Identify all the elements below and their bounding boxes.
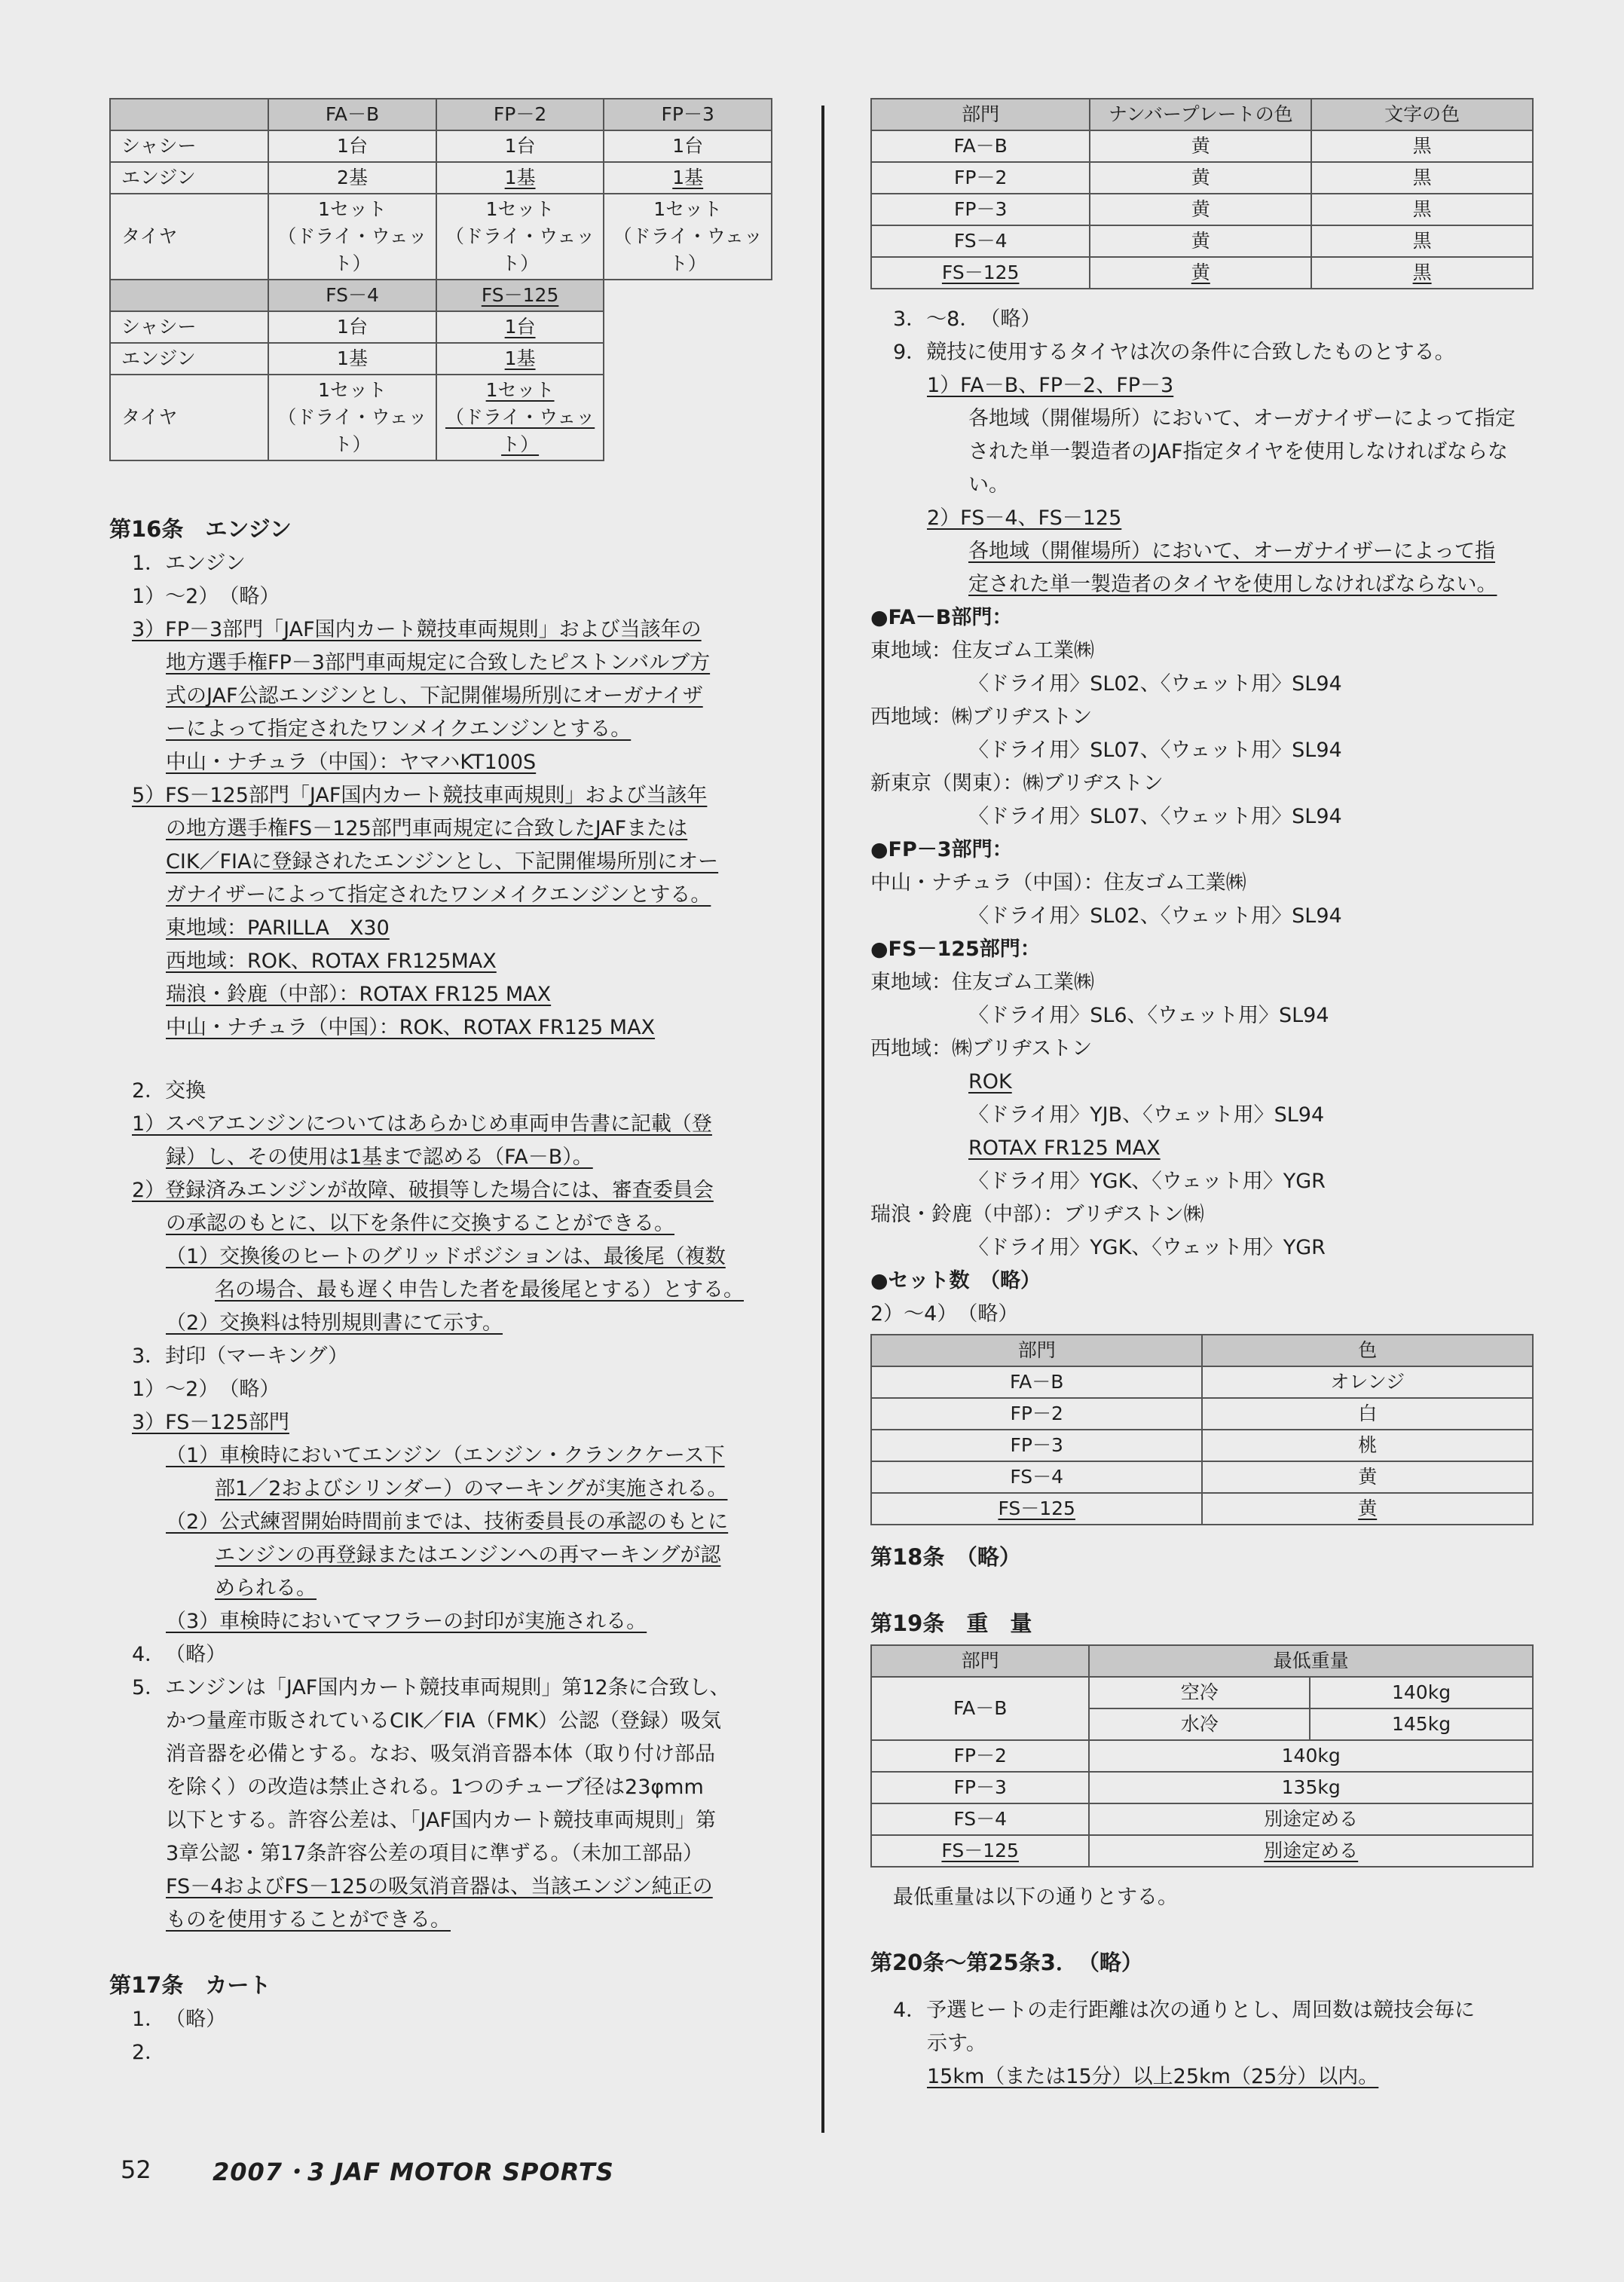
table-cell: FS－125 [871,257,1090,289]
table-cell: タイヤ [110,194,268,280]
page-number: 52 [121,2155,151,2184]
text-line: 15km（または15分）以上25km（25分）以内。 [927,2065,1379,2088]
text-line: 〈ドライ用〉SL6、〈ウェット用〉SL94 [968,1004,1329,1027]
table-cell: 黒 [1311,225,1533,257]
text-line: 〈ドライ用〉YGK、〈ウェット用〉YGR [968,1236,1326,1259]
text-line: 1）FA－B、FP－2、FP－3 [927,374,1174,397]
text-line: 〈ドライ用〉SL07、〈ウェット用〉SL94 [968,805,1342,828]
text-line: （1）交換後のヒートのグリッドポジションは、最後尾（複数 [166,1245,726,1268]
table-cell: 黄 [1090,257,1311,289]
table-cell: 黒 [1311,257,1533,289]
table-cell: 黄 [1090,225,1311,257]
text-line: 消音器を必備とする。なお、吸気消音器本体（取り付け部品 [166,1742,715,1766]
text-line: められる。 [215,1577,317,1600]
table-cell: 1セット （ドライ・ウェット） [268,375,436,460]
table-cell: FA－B [871,1677,1089,1740]
table-cell: 1セット （ドライ・ウェット） [604,194,772,280]
text-line: 3．封印（マーキング） [132,1344,349,1368]
text-line: 各地域（開催場所）において、オーガナイザーによって指定 [968,407,1516,430]
table-cell: 1基 [268,343,436,375]
text-line: 2）登録済みエンジンが故障、破損等した場合には、審査委員会 [132,1179,714,1202]
text-line: 瑞浪・鈴鹿（中部）：ROTAX FR125 MAX [166,983,552,1006]
table-cell: 空冷 [1089,1677,1310,1708]
text-line: 1）スペアエンジンについてはあらかじめ車両申告書に記載（登 [132,1112,712,1136]
table-cell: 1基 [604,162,772,194]
table-header: 部門 [871,1645,1089,1677]
table-cell: 1台 [268,130,436,162]
table-cell: エンジン [110,162,268,194]
table-header: 文字の色 [1311,99,1533,130]
table-cell: 1基 [436,343,604,375]
text-line: の地方選手権FS－125部門車両規定に合致したJAFまたは [166,817,688,840]
set-count-table [109,98,772,461]
text-line: 1）～2） （略） [132,1378,280,1401]
table-cell: 黒 [1311,194,1533,225]
table-header: 部門 [871,1335,1202,1366]
table-header: FS－4 [268,280,436,311]
text-line [109,1075,772,1108]
text-line: 〈ドライ用〉YJB、〈ウェット用〉SL94 [968,1103,1325,1127]
table-cell: FS－4 [871,1803,1089,1835]
table-cell: FA－B [871,1366,1202,1398]
text-line: い。 [968,473,1009,497]
magazine-title: 2007・3 JAF MOTOR SPORTS [213,2158,614,2186]
table-cell: 黄 [1202,1493,1533,1525]
text-line: 西地域：㈱ブリヂストン [870,705,1093,729]
text-line: 3）FS－125部門 [132,1411,289,1434]
text-line: （3）車検時においてマフラーの封印が実施される。 [166,1610,647,1633]
table-header: FA－B [268,99,436,130]
text-line: 3章公認・第17条許容公差の項目に準ずる。（未加工部品） [166,1842,704,1865]
table-cell: 桃 [1202,1430,1533,1461]
text-line: された単一製造者のJAF指定タイヤを使用しなければならな [968,440,1508,463]
table-cell: 135kg [1089,1772,1533,1803]
table-cell: 1台 [268,311,436,343]
text-line: 部1／2およびシリンダー）のマーキングが実施される。 [215,1477,728,1500]
table-cell: エンジン [110,343,268,375]
text-line: 録）し、その使用は1基まで認める（FA－B）。 [166,1146,593,1169]
article-18-heading: 第18条 （略） [870,1544,1021,1570]
text-line: 1． （略） [132,2008,227,2031]
table-cell: FP－3 [871,194,1090,225]
text-line: 定された単一製造者のタイヤを使用しなければならない。 [968,573,1497,596]
table-header: FS－125 [436,280,604,311]
article-16-heading: 第16条 エンジン [109,516,292,542]
text-line: 5．エンジンは「JAF国内カート競技車両規則」第12条に合致し、 [132,1676,730,1699]
text-line: FS－4およびFS－125の吸気消音器は、当該エンジン純正の [166,1875,713,1898]
text-line: 東地域：PARILLA X30 [166,916,390,940]
table-cell: 別途定める [1089,1835,1533,1867]
column-divider [821,106,824,2133]
text-line: 4． （略） [132,1643,227,1666]
table-cell: 1セット （ドライ・ウェット） [436,375,604,460]
text-line: ●FA－B部門： [870,606,1013,629]
text-line: ものを使用することができる。 [166,1908,451,1932]
text-line: 西地域：㈱ブリヂストン [870,1037,1093,1060]
right-column [870,98,1534,2094]
table-header: FP－3 [604,99,772,130]
text-line: 東地域：住友ゴム工業㈱ [870,971,1094,994]
table-cell: 1台 [436,130,604,162]
text-line: 中山・ナチュラ（中国）：ヤマハKT100S [166,751,537,774]
table-cell: 黄 [1090,162,1311,194]
text-line: CIK／FIAに登録されたエンジンとし、下記開催場所別にオー [166,850,719,873]
text-line: 9．競技に使用するタイヤは次の条件に合致したものとする。 [893,341,1455,364]
text-line: 1）～2） （略） [132,585,280,608]
table-cell: オレンジ [1202,1366,1533,1398]
table-cell: FP－2 [871,1398,1202,1430]
article-19-heading: 第19条 重 量 [870,1611,1032,1636]
table-cell: FP－2 [871,1740,1089,1772]
text-line: 以下とする。許容公差は、「JAF国内カート競技車両規則」第 [166,1809,716,1832]
table-cell: 黄 [1090,194,1311,225]
article-17-heading: 第17条 カート [109,1972,271,1998]
table-cell: 黄 [1090,130,1311,162]
table-header: ナンバープレートの色 [1090,99,1311,130]
text-line: 2）FS－4、FS－125 [927,506,1122,530]
text-line: 地方選手権FP－3部門車両規定に合致したピストンバルブ方 [166,651,711,675]
text-line: エンジンの再登録またはエンジンへの再マーキングが認 [215,1543,721,1567]
table-cell: 1セット （ドライ・ウェット） [436,194,604,280]
text-line: 最低重量は以下の通りとする。 [893,1886,1178,1909]
text-line: 西地域：ROK、ROTAX FR125MAX [166,950,497,973]
number-plate-table [870,98,1534,289]
text-line: 〈ドライ用〉YGK、〈ウェット用〉YGR [968,1170,1326,1193]
table-cell: FS－4 [871,225,1090,257]
text-line: 瑞浪・鈴鹿（中部）：ブリヂストン㈱ [870,1203,1204,1226]
text-line: 〈ドライ用〉SL07、〈ウェット用〉SL94 [968,739,1342,762]
text-line: を除く）の改造は禁止される。1つのチューブ径は23φmm [166,1776,704,1799]
text-line: 新東京（関東）：㈱ブリヂストン [870,772,1164,795]
text-line: 〈ドライ用〉SL02、〈ウェット用〉SL94 [968,904,1342,928]
table-header: 色 [1202,1335,1533,1366]
text-line: ●FP－3部門： [870,838,1013,861]
text-line: かつ量産市販されているCIK／FIA（FMK）公認（登録）吸気 [166,1709,722,1733]
table-cell: シャシー [110,311,268,343]
left-column [109,98,772,2069]
text-line: 4．予選ヒートの走行距離は次の通りとし、周回数は競技会毎に [893,1999,1476,2022]
table-header [110,99,268,130]
text-line: （2）交換料は特別規則書にて示す。 [166,1311,503,1335]
table-header: 部門 [871,99,1090,130]
table-cell: FP－2 [871,162,1090,194]
text-line: ROTAX FR125 MAX [968,1136,1161,1160]
table-cell: FS－4 [871,1461,1202,1493]
table-cell: シャシー [110,130,268,162]
text-line: 各地域（開催場所）において、オーガナイザーによって指 [968,540,1496,563]
table-header [110,280,268,311]
text-line: 名の場合、最も遅く申告した者を最後尾とする）とする。 [215,1278,744,1302]
table-cell: 黒 [1311,130,1533,162]
text-line: 5）FS－125部門「JAF国内カート競技車両規則」および当該年 [132,784,708,807]
table-cell: 黒 [1311,162,1533,194]
text-line: の承認のもとに、以下を条件に交換することができる。 [166,1212,674,1235]
table-cell: 黄 [1202,1461,1533,1493]
text-line: （1）車検時においてエンジン（エンジン・クランクケース下 [166,1444,725,1467]
minimum-weight-table [870,1644,1534,1868]
text-line: 東地域：住友ゴム工業㈱ [870,639,1094,662]
table-cell: FS－125 [871,1835,1089,1867]
table-cell: 別途定める [1089,1803,1533,1835]
text-line: （2）公式練習開始時間前までは、技術委員長の承認のもとに [166,1510,729,1534]
text-line: 2． [132,2041,166,2064]
table-cell: 1セット （ドライ・ウェット） [268,194,436,280]
tire-color-table [870,1334,1534,1525]
table-cell: 水冷 [1089,1708,1310,1740]
table-cell: 1台 [436,311,604,343]
table-cell: FP－3 [871,1772,1089,1803]
text-line: ROK [968,1070,1012,1094]
table-header: FP－2 [436,99,604,130]
text-line: 中山・ナチュラ（中国）：住友ゴム工業㈱ [870,871,1246,895]
text-line: 示す。 [927,2032,986,2055]
table-cell: 1基 [436,162,604,194]
text-line: ●セット数 （略） [870,1269,1041,1292]
table-cell: 145kg [1310,1708,1533,1740]
article-20-25-heading: 第20条～第25条3． （略） [870,1950,1143,1975]
text-line: 1．エンジン [132,552,246,575]
table-cell: 140kg [1310,1677,1533,1708]
text-line: 〈ドライ用〉SL02、〈ウェット用〉SL94 [968,672,1342,696]
text-line: 3．～8． （略） [893,307,1041,331]
table-header: 最低重量 [1089,1645,1533,1677]
text-line: 中山・ナチュラ（中国）：ROK、ROTAX FR125 MAX [166,1016,656,1039]
table-cell: 2基 [268,162,436,194]
table-cell: FS－125 [871,1493,1202,1525]
text-line: 式のJAF公認エンジンとし、下記開催場所別にオーガナイザ [166,684,703,708]
text-line: ●FS－125部門： [870,938,1041,961]
table-cell: 140kg [1089,1740,1533,1772]
table-cell: 1台 [604,130,772,162]
table-cell: FP－3 [871,1430,1202,1461]
text-line: 3）FP－3部門「JAF国内カート競技車両規則」および当該年の [132,618,702,641]
table-cell: FA－B [871,130,1090,162]
table-cell: タイヤ [110,375,268,460]
text-line: ガナイザーによって指定されたワンメイクエンジンとする。 [166,883,711,907]
text-line: 2）～4） （略） [870,1302,1019,1326]
text-line: ーによって指定されたワンメイクエンジンとする。 [166,717,632,741]
table-cell: 白 [1202,1398,1533,1430]
section-label: 2．交換 [132,1079,206,1103]
